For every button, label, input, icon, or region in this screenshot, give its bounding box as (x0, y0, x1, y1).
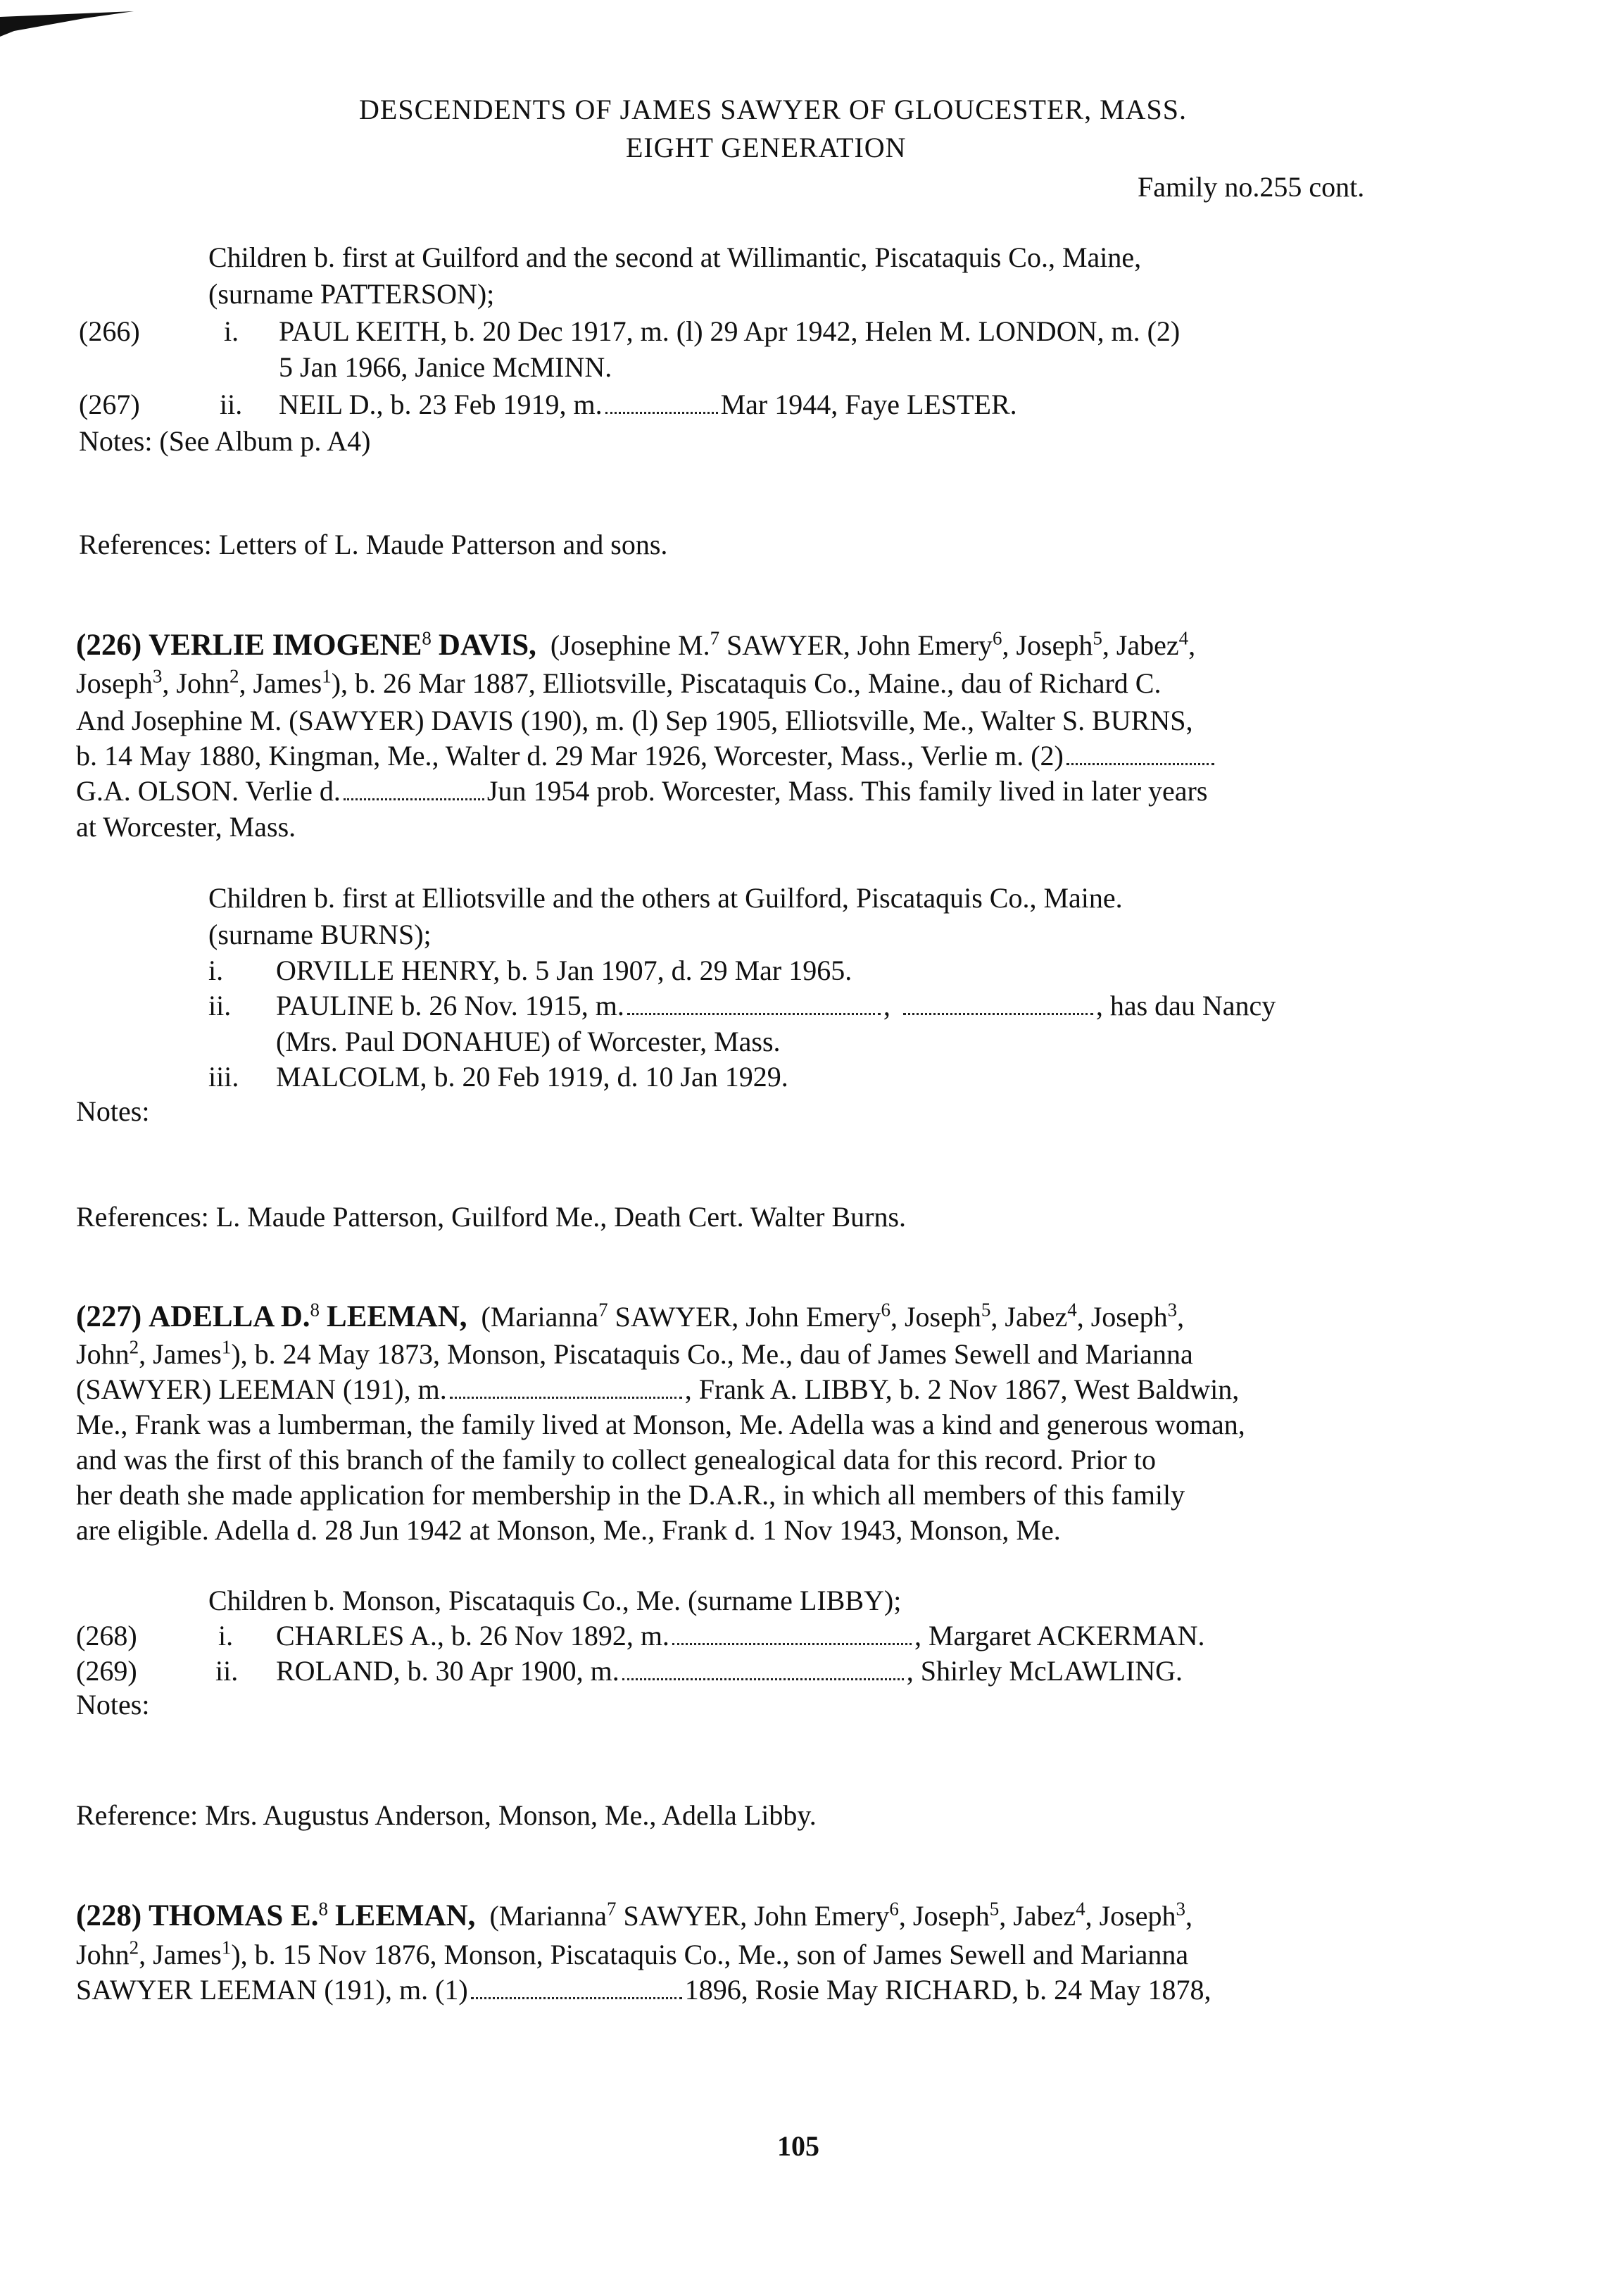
entry-number: (228) (76, 1899, 142, 1932)
entry-line (76, 667, 1161, 700)
entry-surname: LEEMAN, (327, 1300, 467, 1333)
lineage-text: (Josephine M. (550, 629, 710, 661)
lineage-text: , John (162, 667, 229, 699)
generation: 8 (318, 1898, 328, 1920)
lineage-gen: 7 (607, 1898, 617, 1920)
child-entry-cont: (Mrs. Paul DONAHUE) of Worcester, Mass. (276, 1026, 781, 1057)
lineage-gen: 1 (322, 665, 332, 687)
lineage-gen: 6 (992, 627, 1002, 649)
lineage-gen: 5 (1093, 627, 1102, 649)
entry-text: , Margaret ACKERMAN. (914, 1620, 1205, 1651)
entry-line (76, 1973, 1211, 2007)
child-entry-part: NEIL D., b. 23 Feb 1919, m. (279, 389, 603, 420)
child-number: (266) (79, 315, 140, 347)
lineage-gen: 4 (1076, 1898, 1085, 1920)
lineage-gen: 4 (1178, 627, 1189, 649)
page-title: DESCENDENTS OF JAMES SAWYER OF GLOUCESTER, MASS. (359, 94, 1188, 125)
entry-line (76, 739, 1217, 773)
lineage-text: , Joseph (1076, 1301, 1168, 1333)
lineage-text: , Jabez (999, 1900, 1076, 1932)
lineage-gen: 4 (1067, 1299, 1077, 1321)
child-entry (276, 1619, 1205, 1653)
lineage-text: , James (239, 667, 322, 699)
entry-line (76, 1373, 1239, 1407)
family-reference: Family no.255 cont. (1138, 171, 1365, 203)
lineage-gen: 6 (881, 1299, 890, 1321)
children-intro: Children b. first at Elliotsville and the others at Guilford, Piscataquis Co., Maine. (208, 882, 1123, 914)
entry-text: PAULINE b. 26 Nov. 1915, m. (276, 990, 624, 1021)
references: References: L. Maude Patterson, Guilford Me., Death Cert. Walter Burns. (76, 1201, 907, 1233)
entry-line: Me., Frank was a lumberman, the family lived at Monson, Me. Adella was a kind and generous woman, (76, 1409, 1245, 1440)
child-number: (268) (76, 1620, 137, 1651)
lineage-text: (Marianna (489, 1900, 608, 1932)
lineage-text: , James (139, 1939, 222, 1970)
references: References: Letters of L. Maude Patterson and sons. (79, 529, 668, 560)
entry-text: ROLAND, b. 30 Apr 1900, m. (276, 1655, 619, 1687)
lineage-text: John (76, 1338, 130, 1370)
entry-text: b. 14 May 1880, Kingman, Me., Walter d. 29 Mar 1926, Worcester, Mass., Verlie m. (2) (76, 740, 1064, 772)
entry-text: SAWYER LEEMAN (191), m. (1) (76, 1974, 468, 2006)
lineage-text: , Joseph (1085, 1900, 1176, 1932)
blank-line (450, 1388, 682, 1399)
children-intro-cont: (surname PATTERSON); (208, 278, 495, 310)
lineage-text: , Jabez (990, 1301, 1068, 1333)
lineage-gen: 6 (889, 1898, 899, 1920)
lineage-text: , (1177, 1301, 1185, 1333)
entry-text: 1896, Rosie May RICHARD, b. 24 May 1878, (684, 1974, 1211, 2006)
blank-line (627, 1005, 881, 1015)
lineage-text: SAWYER, John Emery (616, 1900, 890, 1932)
lineage-text: , James (139, 1338, 222, 1370)
lineage-gen: 7 (710, 627, 720, 649)
child-entry (276, 989, 1276, 1023)
page-number: 105 (777, 2130, 819, 2162)
lineage-gen: 2 (129, 1937, 139, 1958)
entry-text: , Shirley McLAWLING. (906, 1655, 1183, 1687)
entry-text: , (883, 990, 890, 1021)
entry-name: VERLIE IMOGENE (149, 629, 422, 662)
children-intro-cont: (surname BURNS); (208, 919, 432, 950)
lineage-gen: 7 (598, 1299, 608, 1321)
entry-text: G.A. OLSON. Verlie d. (76, 775, 341, 807)
blank-line (1066, 755, 1214, 765)
blank-line (471, 1989, 682, 1999)
entry-heading (76, 1300, 1184, 1334)
entry-text: (SAWYER) LEEMAN (191), m. (76, 1373, 447, 1405)
entry-line (76, 774, 1207, 808)
lineage-text: , Joseph (890, 1301, 981, 1333)
entry-name: THOMAS E. (149, 1899, 319, 1932)
lineage-gen: 2 (229, 665, 239, 687)
entry-line: are eligible. Adella d. 28 Jun 1942 at Monson, Me., Frank d. 1 Nov 1943, Monson, Me. (76, 1514, 1061, 1546)
entry-line (76, 1938, 1188, 1972)
lineage-gen: 3 (1176, 1898, 1186, 1920)
lineage-text: (Marianna (481, 1301, 599, 1333)
entry-heading (76, 629, 1195, 662)
child-number: (267) (79, 389, 140, 420)
entry-surname: LEEMAN, (334, 1899, 476, 1932)
child-entry (279, 388, 1017, 422)
entry-name: ADELLA D. (149, 1300, 310, 1333)
lineage-gen: 2 (129, 1336, 139, 1358)
lineage-gen: 1 (221, 1336, 232, 1358)
blank-line (903, 1005, 1093, 1015)
child-entry: MALCOLM, b. 20 Feb 1919, d. 10 Jan 1929. (276, 1061, 788, 1093)
lineage-text: SAWYER, John Emery (719, 629, 993, 661)
entry-number: (227) (76, 1300, 142, 1333)
children-intro: Children b. first at Guilford and the second at Willimantic, Piscataquis Co., Maine, (208, 241, 1142, 273)
blank-line (605, 403, 718, 414)
child-roman: ii. (220, 389, 243, 420)
lineage-text: , (1185, 1900, 1193, 1932)
lineage-gen: 3 (152, 665, 163, 687)
entry-text: , Frank A. LIBBY, b. 2 Nov 1867, West Baldwin, (684, 1373, 1240, 1405)
entry-line: And Josephine M. (SAWYER) DAVIS (190), m. (l) Sep 1905, Elliotsville, Me., Walter S. BURNS, (76, 705, 1193, 736)
lineage-gen: 5 (989, 1898, 1000, 1920)
generation: 8 (422, 627, 432, 649)
child-entry (276, 1654, 1183, 1688)
entry-text: , has dau Nancy (1095, 990, 1276, 1021)
blank-line (344, 790, 484, 800)
child-roman: ii. (208, 990, 232, 1021)
lineage-gen: 1 (221, 1937, 232, 1958)
lineage-gen: 3 (1167, 1299, 1178, 1321)
lineage-text: , Joseph (1002, 629, 1093, 661)
references: Reference: Mrs. Augustus Anderson, Monson, Me., Adella Libby. (76, 1799, 817, 1831)
child-roman: i. (218, 1620, 234, 1651)
entry-number: (226) (76, 629, 142, 662)
lineage-text: ), b. 15 Nov 1876, Monson, Piscataquis Co., Me., son of James Sewell and Marianna (231, 1939, 1189, 1970)
entry-text: CHARLES A., b. 26 Nov 1892, m. (276, 1620, 669, 1651)
child-entry-part: Mar 1944, Faye LESTER. (720, 389, 1017, 420)
lineage-text: ), b. 26 Mar 1887, Elliotsville, Piscataquis Co., Maine., dau of Richard C. (331, 667, 1162, 699)
child-roman: ii. (215, 1655, 239, 1687)
generation: 8 (310, 1299, 320, 1321)
lineage-text: ), b. 24 May 1873, Monson, Piscataquis Co., Me., dau of James Sewell and Marianna (231, 1338, 1193, 1370)
lineage-gen: 5 (981, 1299, 991, 1321)
lineage-text: John (76, 1939, 130, 1970)
entry-surname: DAVIS, (438, 629, 536, 662)
lineage-text: , Jabez (1102, 629, 1179, 661)
child-roman: i. (208, 955, 224, 986)
notes: Notes: (See Album p. A4) (79, 425, 371, 457)
entry-heading (76, 1899, 1192, 1933)
child-entry: PAUL KEITH, b. 20 Dec 1917, m. (l) 29 Apr 1942, Helen M. LONDON, m. (2) (279, 315, 1181, 347)
lineage-text: Joseph (76, 667, 153, 699)
blank-line (622, 1670, 904, 1680)
blank-line (672, 1635, 912, 1645)
child-entry: ORVILLE HENRY, b. 5 Jan 1907, d. 29 Mar 1965. (276, 955, 852, 986)
child-roman: i. (224, 315, 239, 347)
page-subtitle: EIGHT GENERATION (626, 132, 907, 163)
entry-line (76, 1338, 1193, 1371)
entry-text: Jun 1954 prob. Worcester, Mass. This family lived in later years (486, 775, 1208, 807)
entry-line: at Worcester, Mass. (76, 811, 296, 843)
children-intro: Children b. Monson, Piscataquis Co., Me. (surname LIBBY); (208, 1585, 902, 1616)
entry-line: and was the first of this branch of the family to collect genealogical data for this record. Prior to (76, 1444, 1156, 1475)
child-number: (269) (76, 1655, 137, 1687)
lineage-text: , Joseph (898, 1900, 990, 1932)
notes: Notes: (76, 1689, 150, 1720)
child-entry-cont: 5 Jan 1966, Janice McMINN. (279, 351, 612, 383)
scan-mark (0, 10, 134, 37)
notes: Notes: (76, 1095, 150, 1127)
lineage-text: SAWYER, John Emery (608, 1301, 881, 1333)
lineage-text: , (1188, 629, 1196, 661)
child-roman: iii. (208, 1061, 239, 1093)
entry-line: her death she made application for membership in the D.A.R., in which all members of this family (76, 1479, 1185, 1511)
